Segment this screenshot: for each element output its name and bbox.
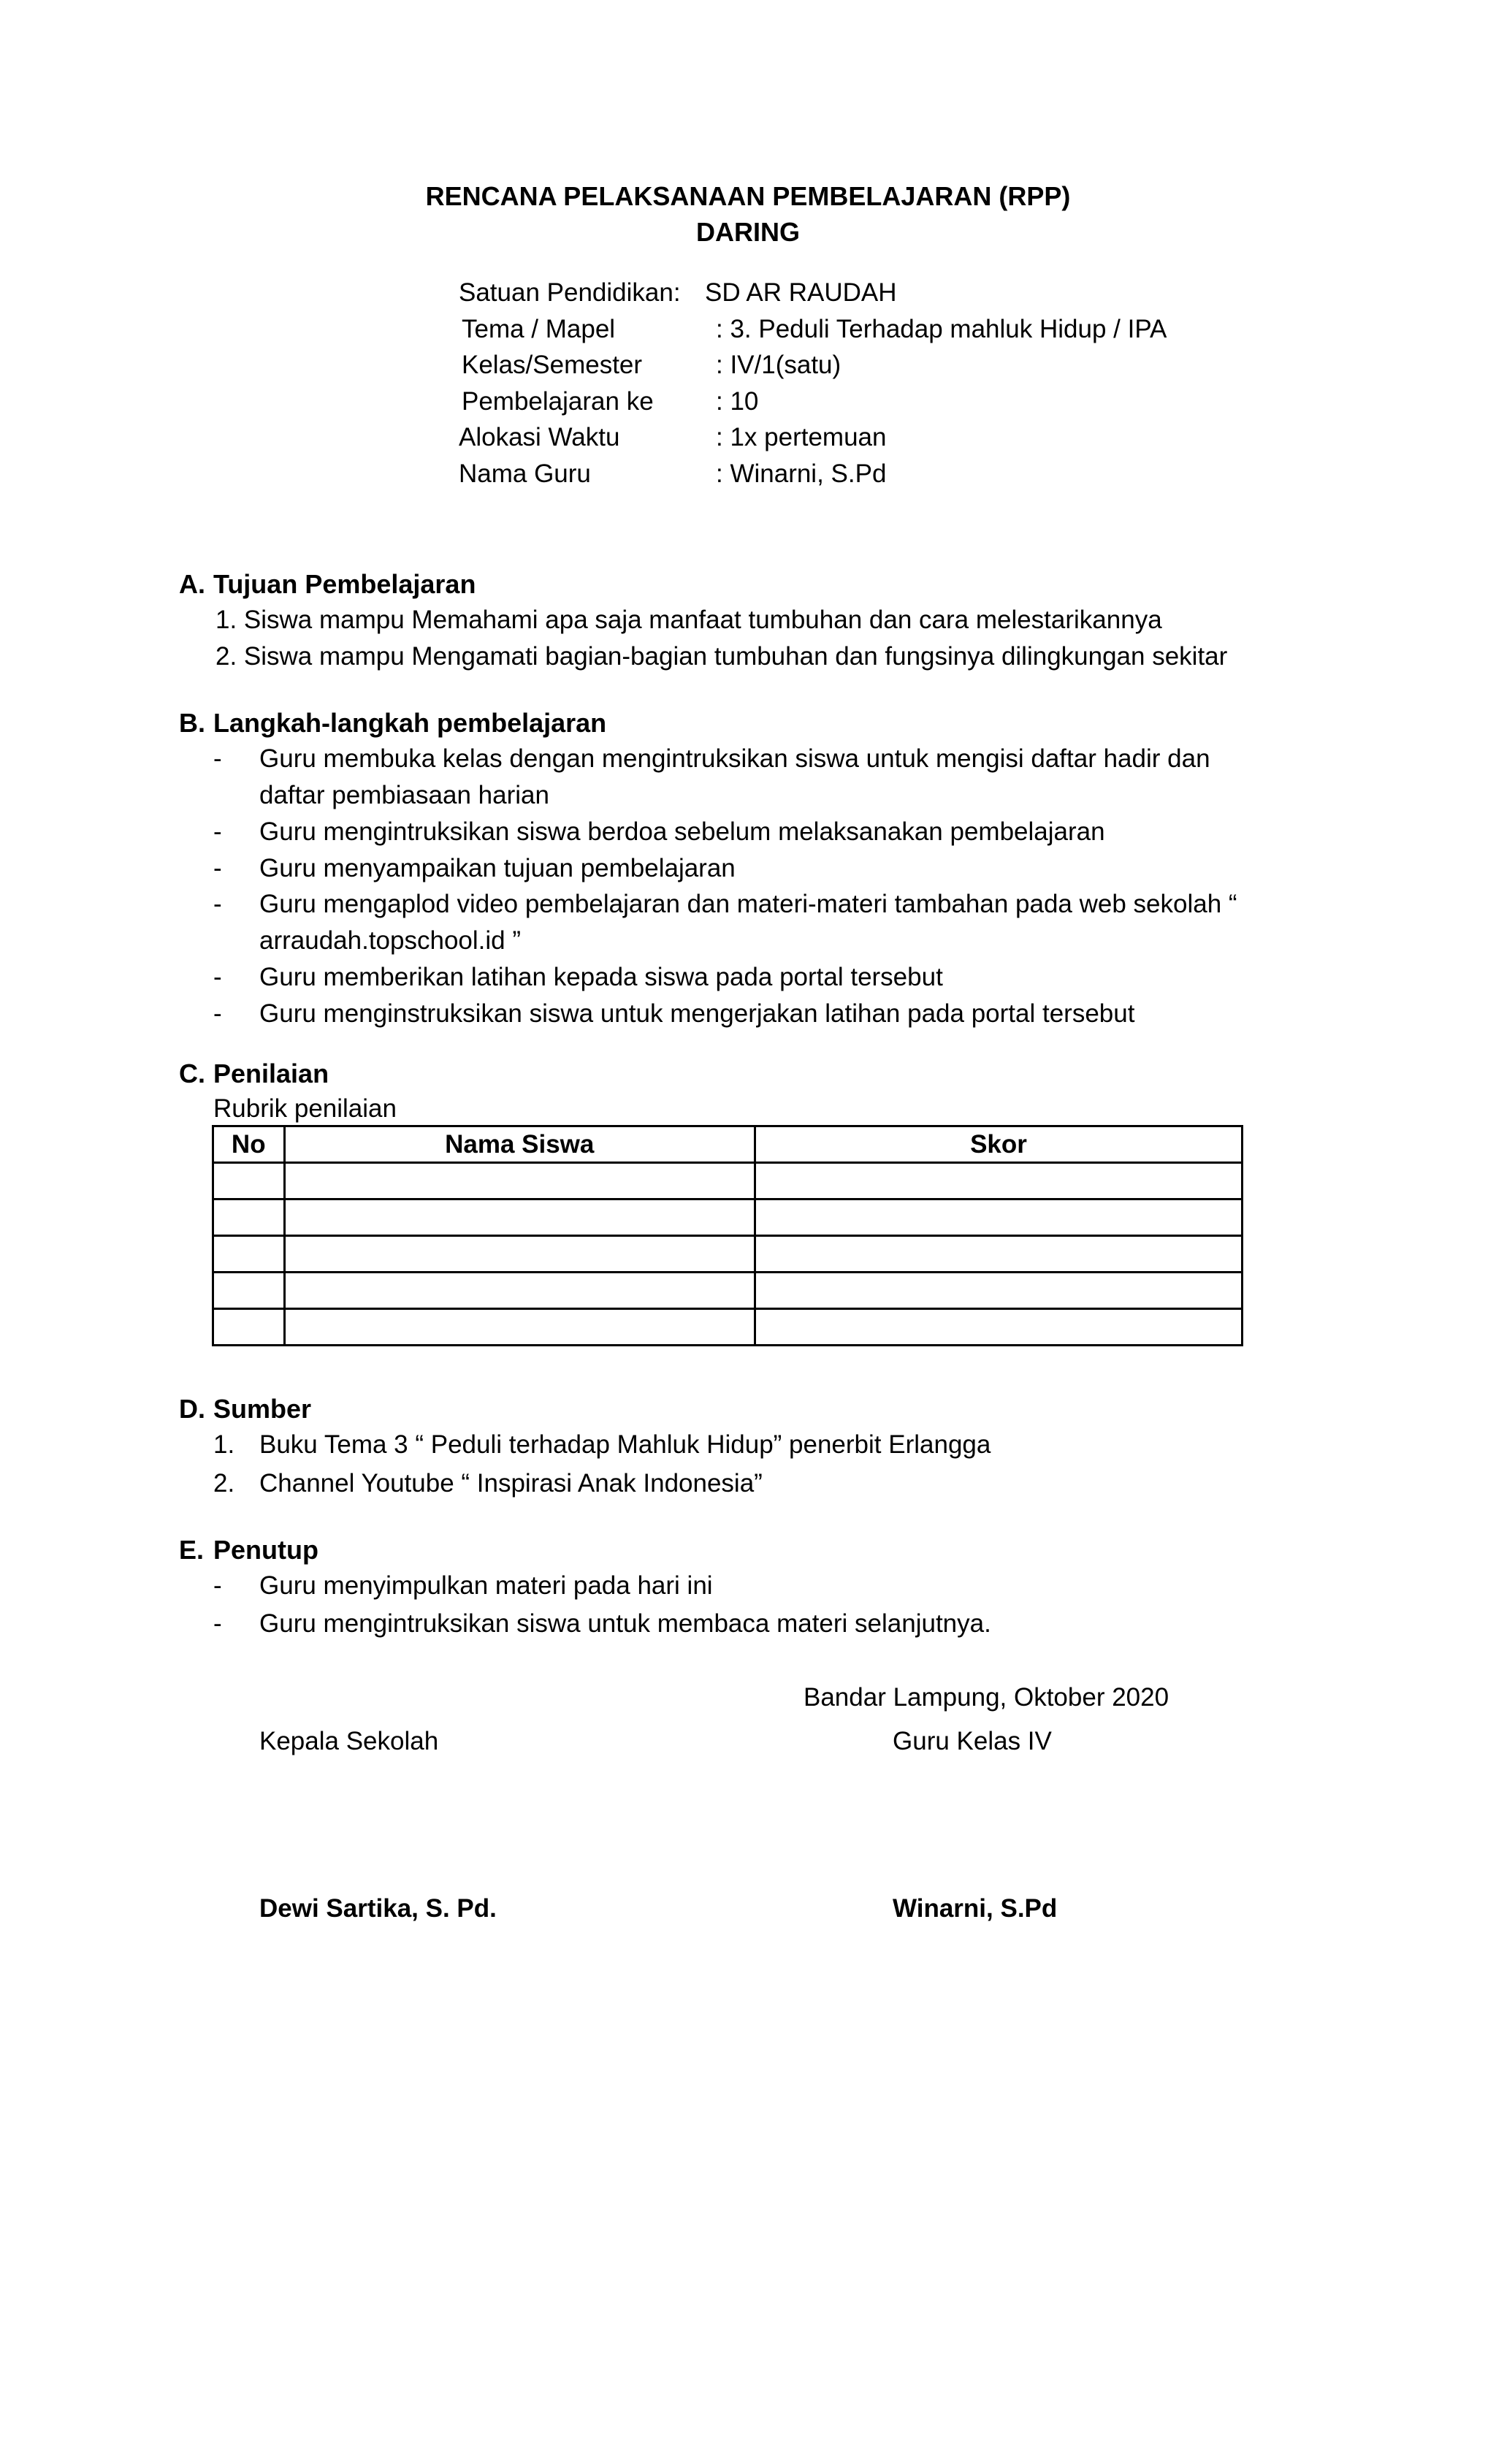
bullet-dash: - <box>213 963 222 991</box>
left-signatory-name: Dewi Sartika, S. Pd. <box>259 1894 497 1923</box>
list-number: 1. <box>213 1430 235 1459</box>
list-item: Guru memberikan latihan kepada siswa pada portal tersebut <box>259 963 943 991</box>
table-cell <box>755 1199 1242 1236</box>
table-cell <box>213 1273 285 1309</box>
identity-label: Alokasi Waktu <box>459 423 620 451</box>
column-header-nama-siswa: Nama Siswa <box>284 1126 755 1163</box>
table-cell <box>213 1309 285 1346</box>
list-number: 2. <box>213 1469 235 1498</box>
section-d-letter: D. <box>179 1394 205 1424</box>
table-row <box>213 1309 1243 1346</box>
section-b-letter: B. <box>179 708 205 738</box>
identity-label: Tema / Mapel <box>462 315 616 343</box>
table-row <box>213 1199 1243 1236</box>
identity-label: Satuan Pendidikan: <box>459 278 681 307</box>
list-item: Guru menyimpulkan materi pada hari ini <box>259 1571 713 1600</box>
identity-value: : 10 <box>716 387 759 416</box>
bullet-dash: - <box>213 854 222 882</box>
list-item: 2. Siswa mampu Mengamati bagian-bagian tumbuhan dan fungsinya dilingkungan sekitar <box>215 642 1228 671</box>
table-cell <box>284 1163 755 1199</box>
table-cell <box>284 1236 755 1273</box>
table-cell <box>284 1199 755 1236</box>
bullet-dash: - <box>213 890 222 918</box>
identity-value: : 1x pertemuan <box>716 423 887 451</box>
identity-value: : 3. Peduli Terhadap mahluk Hidup / IPA <box>716 315 1167 343</box>
left-signatory-role: Kepala Sekolah <box>259 1727 439 1755</box>
list-item-continuation: arraudah.topschool.id ” <box>259 926 521 955</box>
section-a-title: Tujuan Pembelajaran <box>213 569 476 599</box>
right-signatory-role: Guru Kelas IV <box>893 1727 1052 1755</box>
column-header-no: No <box>213 1126 285 1163</box>
table-row <box>213 1163 1243 1199</box>
column-header-skor: Skor <box>755 1126 1242 1163</box>
identity-value: SD AR RAUDAH <box>705 278 897 307</box>
place-date: Bandar Lampung, Oktober 2020 <box>804 1683 1169 1712</box>
identity-label: Kelas/Semester <box>462 351 643 379</box>
identity-value: : IV/1(satu) <box>716 351 842 379</box>
table-cell <box>755 1309 1242 1346</box>
section-a-letter: A. <box>179 569 205 599</box>
list-item-continuation: daftar pembiasaan harian <box>259 781 549 809</box>
table-header-row <box>213 1126 1243 1163</box>
list-item: Channel Youtube “ Inspirasi Anak Indonesia” <box>259 1469 763 1498</box>
section-e-letter: E. <box>179 1535 205 1565</box>
list-item: Guru membuka kelas dengan mengintruksikan siswa untuk mengisi daftar hadir dan <box>259 744 1210 773</box>
table-cell <box>284 1309 755 1346</box>
document-title: RENCANA PELAKSANAAN PEMBELAJARAN (RPP) <box>425 181 1071 211</box>
table-cell <box>213 1199 285 1236</box>
rubric-subtitle: Rubrik penilaian <box>213 1094 397 1123</box>
rubric-table <box>212 1125 1243 1346</box>
table-cell <box>755 1273 1242 1309</box>
table-row <box>213 1273 1243 1309</box>
bullet-dash: - <box>213 744 222 773</box>
table-cell <box>284 1273 755 1309</box>
list-item: Buku Tema 3 “ Peduli terhadap Mahluk Hidup” penerbit Erlangga <box>259 1430 991 1459</box>
identity-label: Nama Guru <box>459 459 591 488</box>
bullet-dash: - <box>213 1609 222 1638</box>
right-signatory-name: Winarni, S.Pd <box>893 1894 1058 1923</box>
list-item: Guru mengintruksikan siswa untuk membaca materi selanjutnya. <box>259 1609 991 1638</box>
table-cell <box>213 1163 285 1199</box>
list-item: Guru mengintruksikan siswa berdoa sebelum melaksanakan pembelajaran <box>259 817 1105 846</box>
list-item: Guru menyampaikan tujuan pembelajaran <box>259 854 736 882</box>
list-item: Guru menginstruksikan siswa untuk mengerjakan latihan pada portal tersebut <box>259 999 1135 1028</box>
table-cell <box>213 1236 285 1273</box>
document-subtitle: DARING <box>696 217 800 247</box>
bullet-dash: - <box>213 1571 222 1600</box>
section-c-title: Penilaian <box>213 1059 329 1088</box>
list-item: 1. Siswa mampu Memahami apa saja manfaat tumbuhan dan cara melestarikannya <box>215 606 1162 634</box>
identity-value: : Winarni, S.Pd <box>716 459 887 488</box>
list-item: Guru mengaplod video pembelajaran dan materi-materi tambahan pada web sekolah “ <box>259 890 1237 918</box>
identity-label: Pembelajaran ke <box>462 387 654 416</box>
section-c-letter: C. <box>179 1059 205 1088</box>
section-b-title: Langkah-langkah pembelajaran <box>213 708 607 738</box>
bullet-dash: - <box>213 999 222 1028</box>
section-d-title: Sumber <box>213 1394 312 1424</box>
table-cell <box>755 1236 1242 1273</box>
section-e-title: Penutup <box>213 1535 318 1565</box>
table-cell <box>755 1163 1242 1199</box>
table-row <box>213 1236 1243 1273</box>
bullet-dash: - <box>213 817 222 846</box>
